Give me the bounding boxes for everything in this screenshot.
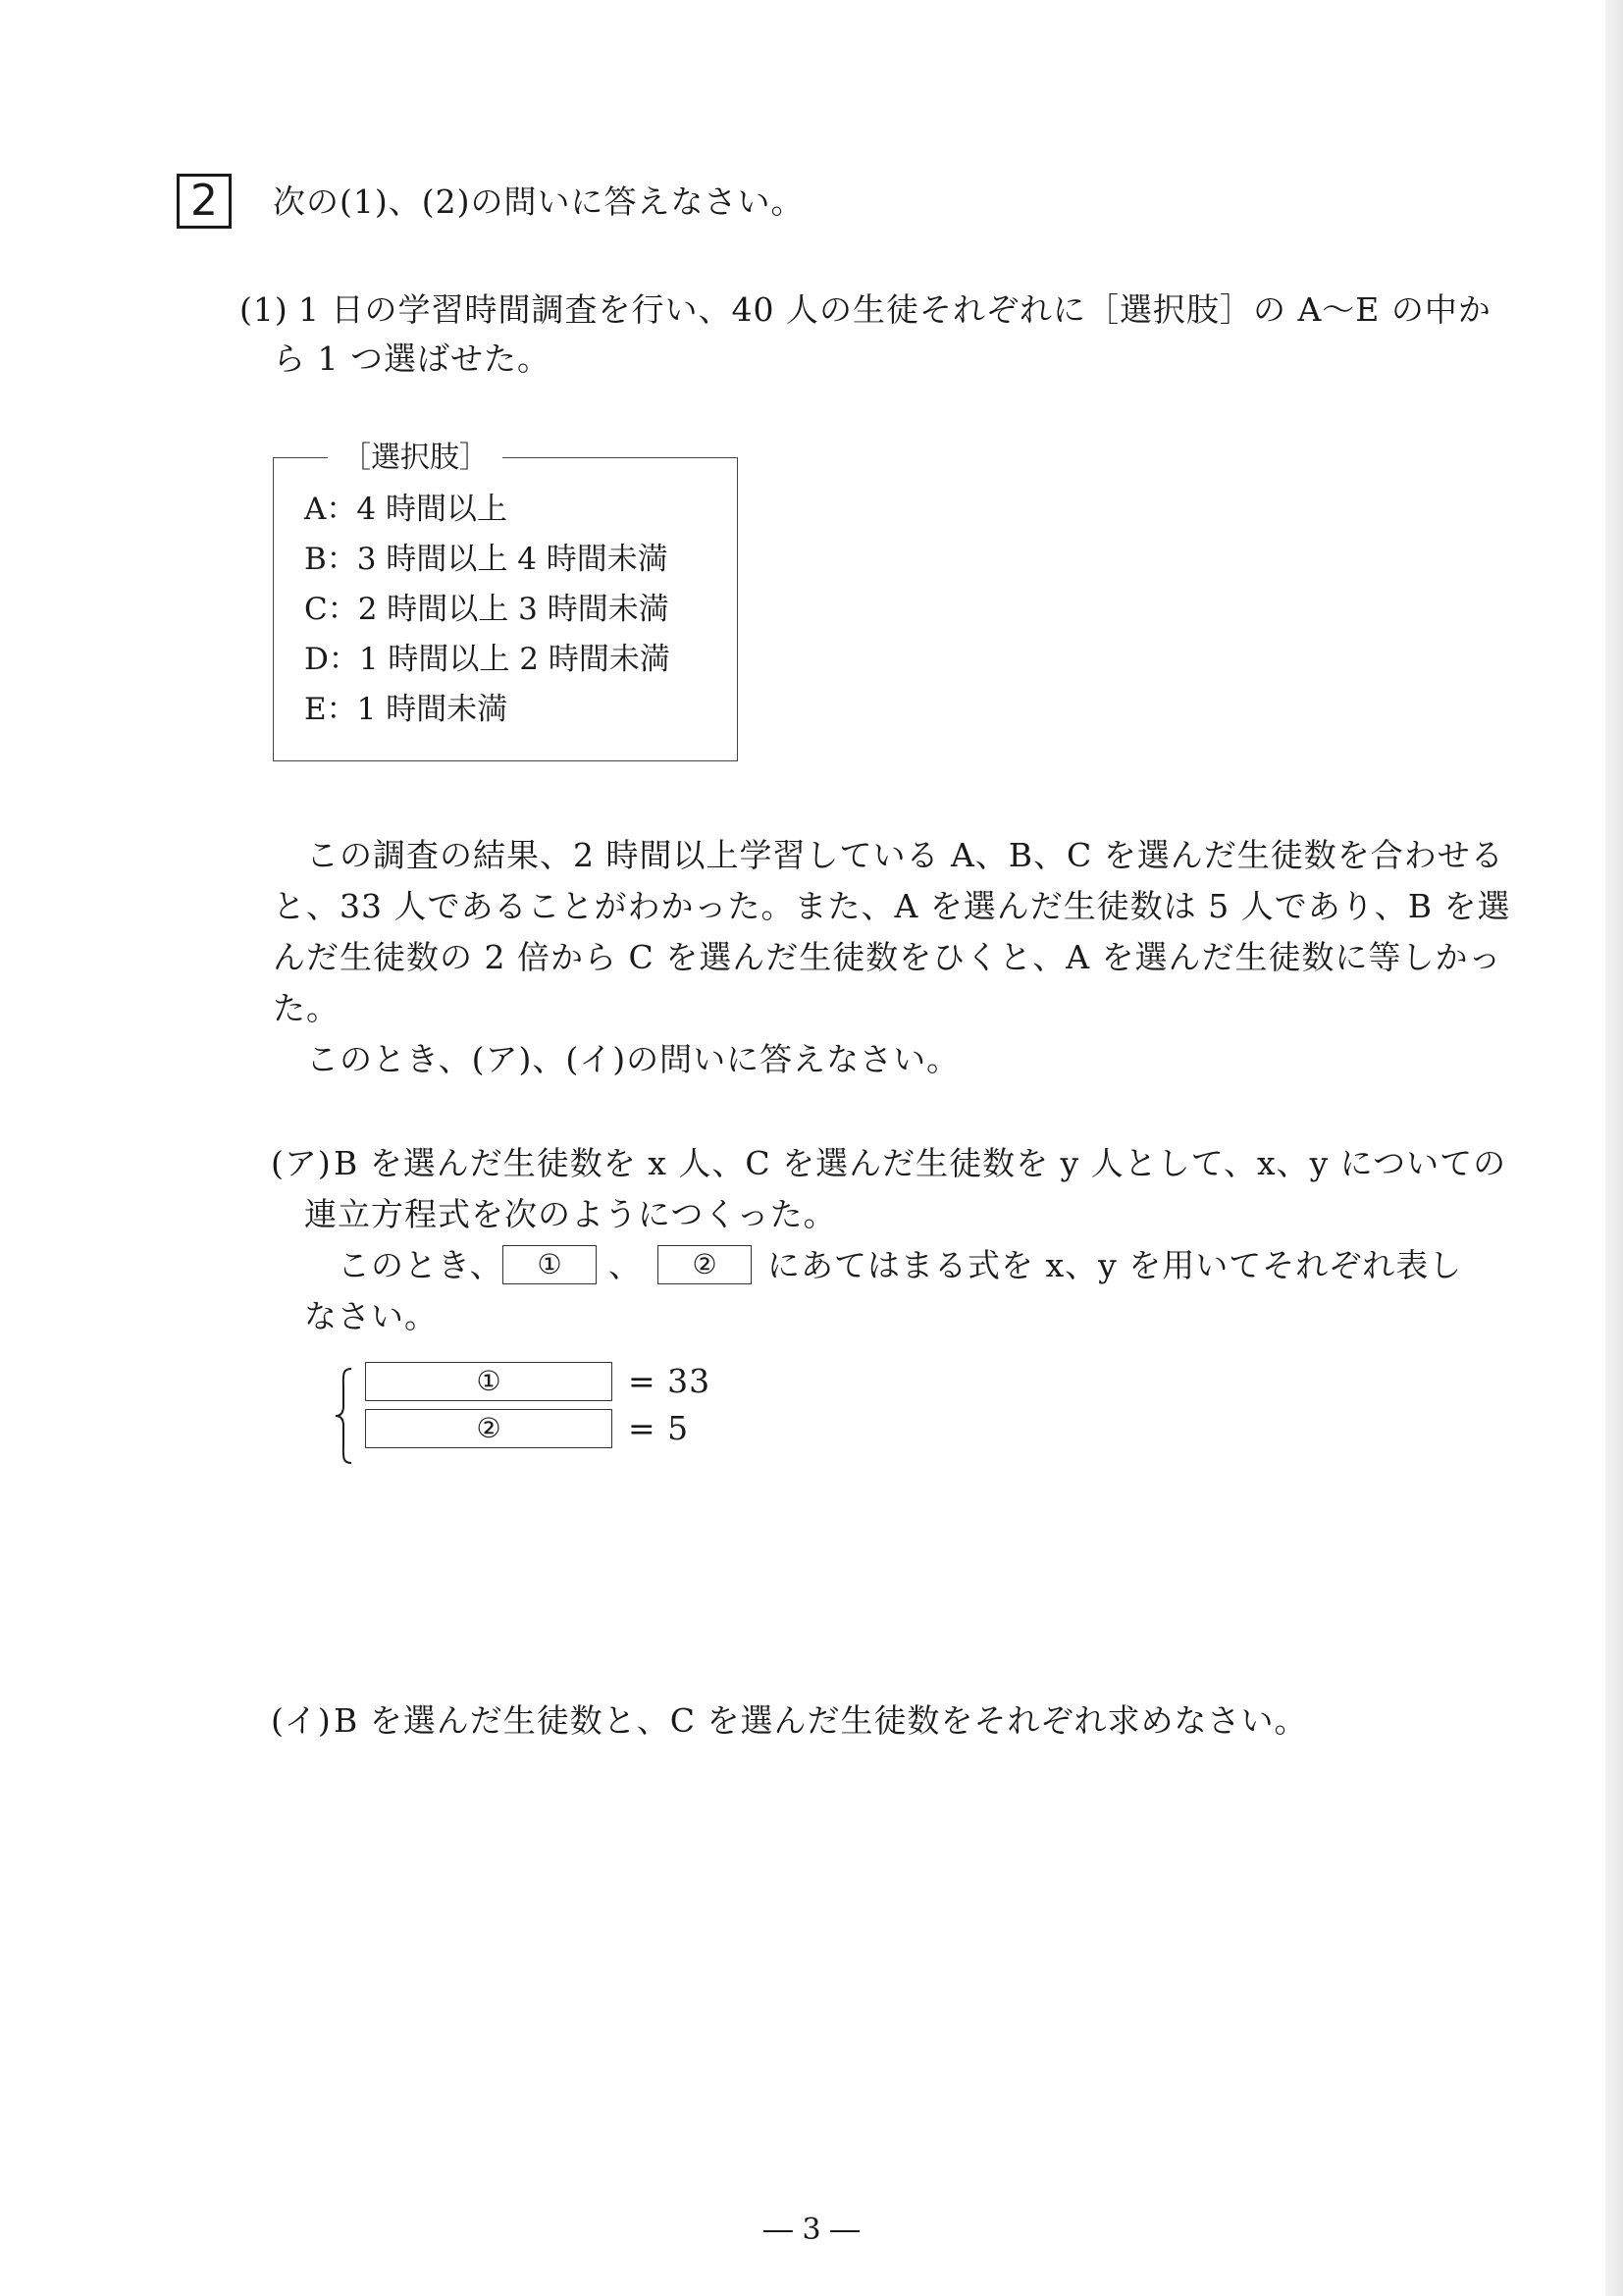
equation-brace-icon <box>334 1367 355 1465</box>
partA-line2: 連立方程式を次のようにつくった。 <box>304 1195 837 1233</box>
equation-2-rhs: = 5 <box>628 1409 690 1447</box>
result-line-2: と、33 人であることがわかった。また、A を選んだ生徒数は 5 人であり、B を選 <box>273 887 1511 925</box>
partA-line3-post: にあてはまる式を x、y を用いてそれぞれ表し <box>767 1246 1463 1284</box>
partB-label: (イ) <box>271 1701 332 1740</box>
partA-line1: B を選んだ生徒数を x 人、C を選んだ生徒数を y 人として、x、y についての <box>334 1144 1507 1182</box>
choice-item-c: C：2 時間以上 3 時間未満 <box>304 592 669 627</box>
part1-label: (1) <box>239 290 288 329</box>
equation-1-rhs: = 33 <box>628 1362 711 1400</box>
result-followup: このとき、(ア)、(イ)の問いに答えなさい。 <box>306 1040 961 1078</box>
part1-line1: 1 日の学習時間調査を行い、40 人の生徒それぞれに［選択肢］の A～E の中か <box>298 290 1492 329</box>
partB-text: B を選んだ生徒数と、C を選んだ生徒数をそれぞれ求めなさい。 <box>334 1701 1308 1740</box>
choice-item-e: E：1 時間未満 <box>304 692 508 727</box>
question-number-box: 2 <box>177 174 232 229</box>
result-line-4: た。 <box>273 989 340 1027</box>
choice-item-a: A：4 時間以上 <box>304 492 507 527</box>
partA-label: (ア) <box>271 1144 332 1182</box>
part1-line2: ら 1 つ選ばせた。 <box>273 339 550 378</box>
result-line-1: この調査の結果、2 時間以上学習している A、B、C を選んだ生徒数を合わせる <box>306 836 1504 874</box>
choice-item-d: D：1 時間以上 2 時間未満 <box>304 642 670 677</box>
page-number: ― 3 ― <box>762 2213 861 2247</box>
answer-box-1-inline: ① <box>502 1245 597 1284</box>
scan-edge <box>1605 0 1623 2296</box>
answer-box-2-inline: ② <box>657 1245 752 1284</box>
choices-title: ［選択肢］ <box>328 436 502 481</box>
equation-1-box: ① <box>365 1362 612 1401</box>
partA-line3-pre: このとき、 <box>338 1246 503 1284</box>
question-intro: 次の(1)、(2)の問いに答えなさい。 <box>273 183 805 221</box>
equation-2-box: ② <box>365 1409 612 1448</box>
result-line-3: んだ生徒数の 2 倍から C を選んだ生徒数をひくと、A を選んだ生徒数に等しかっ <box>273 938 1502 976</box>
partA-line3-sep: 、 <box>608 1246 642 1284</box>
choice-item-b: B：3 時間以上 4 時間未満 <box>304 542 668 577</box>
partA-line4: なさい。 <box>304 1297 438 1335</box>
